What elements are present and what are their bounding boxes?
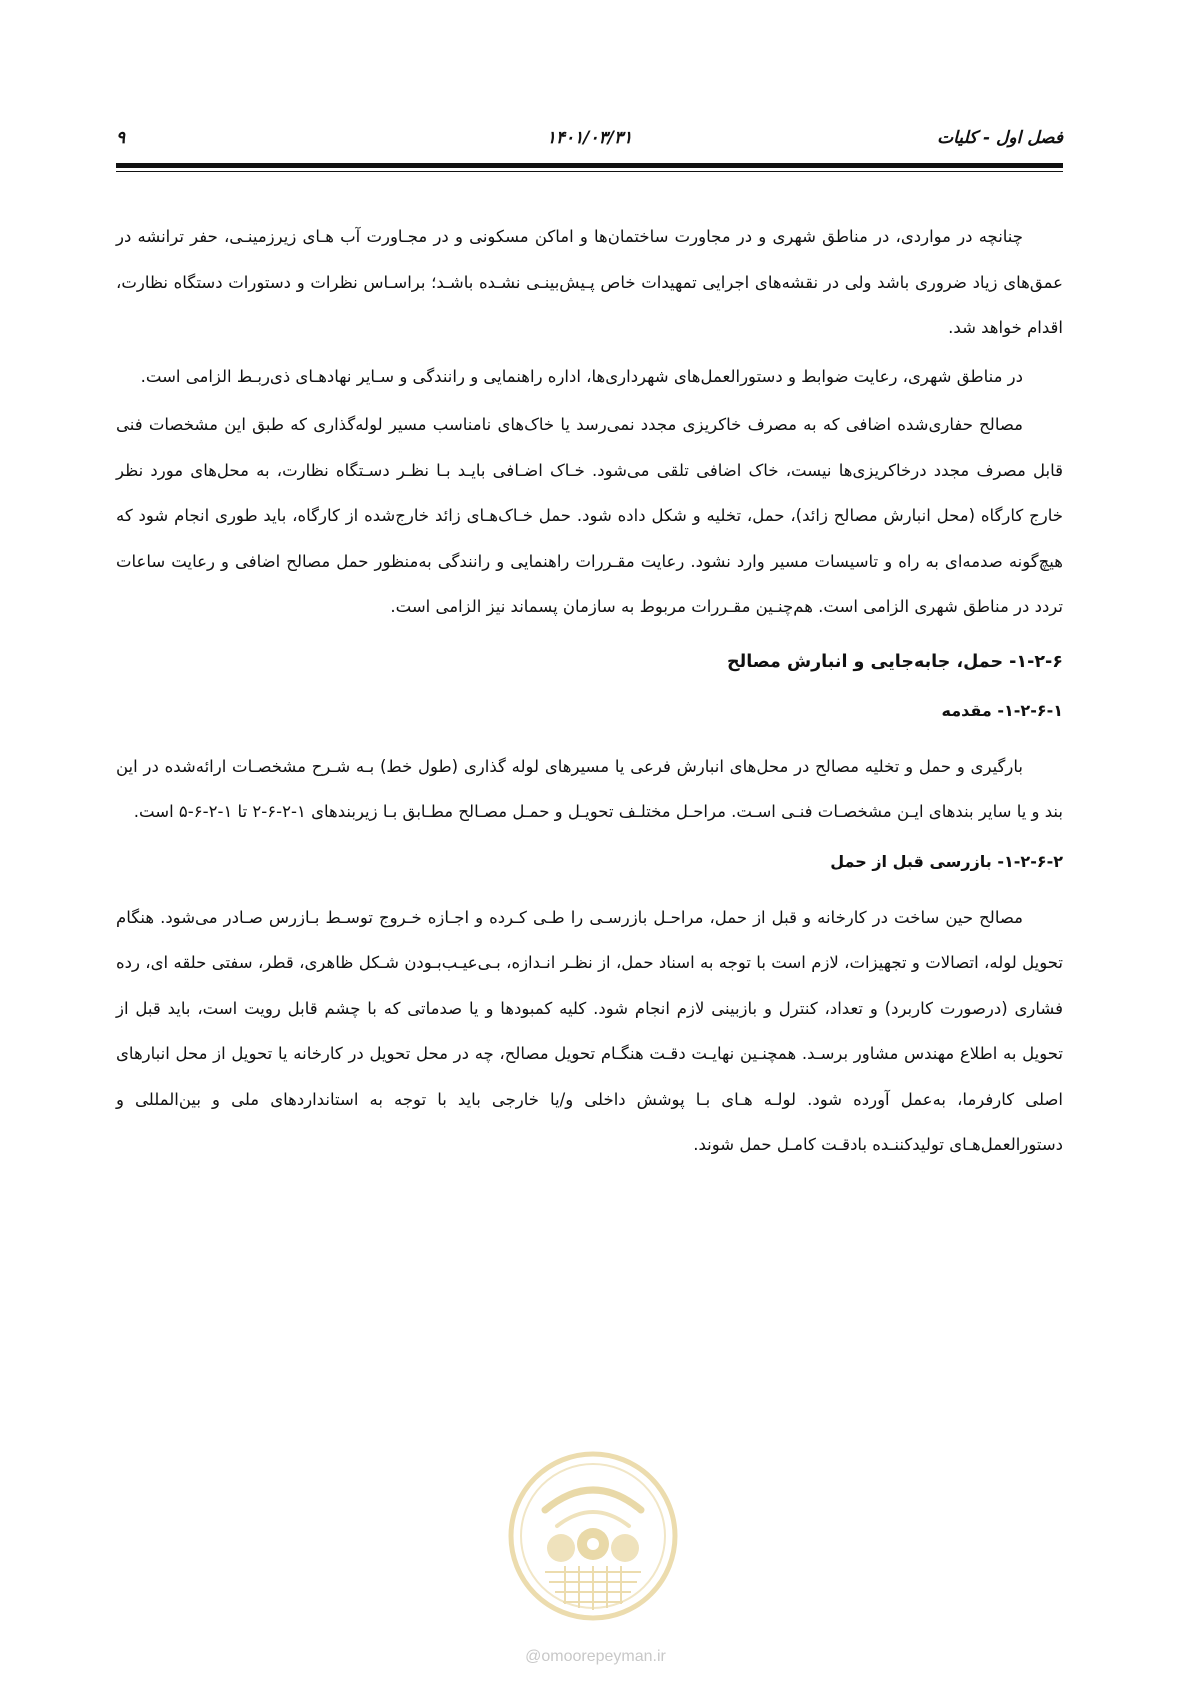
chapter-title: فصل اول - کلیات (937, 128, 1063, 148)
paragraph: مصالح حفاری‌شده اضافی که به مصرف خاکریزی مجدد نمی‌رسد یا خاک‌های نامناسب مسیر لوله‌گذاری که طبق این مشخصات فنی قابل مصرف مجدد درخاکریزی‌ها نیست، خاک اضافی تلقی می‌شود. خـاک اضـافی بایـد بـا نظـر دسـتگاه نظارت، به محل‌های مورد نظر خارج کارگاه (محل انبارش مصالح زائد)، حمل، تخلیه و شکل داده شود. حمل خـاک‌هـای زائد خارج‌شده از کارگاه، باید طوری انجام شود که هیچ‌گونه صدمه‌ای به راه و تاسیسات مسیر وارد نشود. رعایت مقـررات راهنمایی و رانندگی به‌منظور حمل مصالح اضافی و رعایت ساعات تردد در مناطق شهری الزامی است. هم‌چنـین مقـررات مربوط به سازمان پسماند نیز الزامی است. (116, 415, 1063, 616)
page-number: ۹ (116, 128, 126, 148)
header-rule-thick (116, 163, 1063, 168)
subsection-heading: ۱-۲-۶-۲- بازرسی قبل از حمل (830, 851, 1063, 871)
paragraph: مصالح حین ساخت در کارخانه و قبل از حمل، مراحـل بازرسـی را طـی کـرده و اجـازه خـروج توسـط بـازرس صـادر می‌شود. هنگام تحویل لوله، اتصالات و تجهیزات، لازم است با توجه به اسناد حمل، از نظـر انـدازه، بـی‌عیـب‌بـودن شـکل ظاهری، قطر، سفتی حلقه ای، رده فشاری (درصورت کاربرد) و تعداد، کنترل و بازبینی لازم انجام شود. کلیه کمبودها و یا صدماتی که با چشم قابل رویت است، باید قبل از تحویل به اطلاع مهندس مشاور برسـد. همچنـین نهایـت دقـت هنگـام تحویل مصالح، چه در محل تحویل در کارخانه یا تحویل از محل انبارهای اصلی کارفرما، به‌عمل آورده شود. لولـه هـای بـا پوشش داخلی و/یا خارجی باید با توجه به استانداردهای ملی و بین‌المللی و دستورالعمل‌هـای تولیدکننـده بادقـت کامـل حمل شوند. (116, 907, 1063, 1154)
subsection-heading: ۱-۲-۶-۱- مقدمه (941, 700, 1063, 720)
paragraph: بارگیری و حمل و تخلیه مصالح در محل‌های انبارش فرعی یا مسیرهای لوله گذاری (طول خط) بـه شـرح مشخصـات ارائه‌شده در این بند و یا سایر بندهای ایـن مشخصـات فنـی اسـت. مراحـل مختلـف تحویـل و حمـل مصـالح مطـابق بـا زیربندهای ۱-۲-۶-۲ تا ۱-۲-۶-۵ است. (116, 756, 1063, 821)
document-date: ۱۴۰۱/۰۳/۳۱ (546, 128, 633, 148)
section-heading: ۱-۲-۶- حمل، جابه‌جایی و انبارش مصالح (727, 651, 1063, 672)
paragraph: چنانچه در مواردی، در مناطق شهری و در مجاورت ساختمان‌ها و اماکن مسکونی و در مجـاورت آب هـای زیرزمینـی، حفر ترانشه در عمق‌های زیاد ضروری باشد ولی در نقشه‌های اجرایی تمهیدات خاص پـیش‌بینـی نشـده باشـد؛ براسـاس نظرات و دستورات دستگاه نظارت، اقدام خواهد شد. (116, 227, 1063, 337)
paragraph: در مناطق شهری، رعایت ضوابط و دستورالعمل‌های شهرداری‌ها، اداره راهنمایی و رانندگی و سـایر نهادهـای ذی‌ربـط الزامی است. (140, 366, 1023, 386)
page-body (116, 214, 1063, 1171)
header-rule-thin (116, 171, 1063, 172)
watermark-url: @omoorepeyman.ir (525, 1648, 666, 1665)
watermark-logo (505, 1448, 681, 1624)
page-header (116, 128, 1063, 154)
